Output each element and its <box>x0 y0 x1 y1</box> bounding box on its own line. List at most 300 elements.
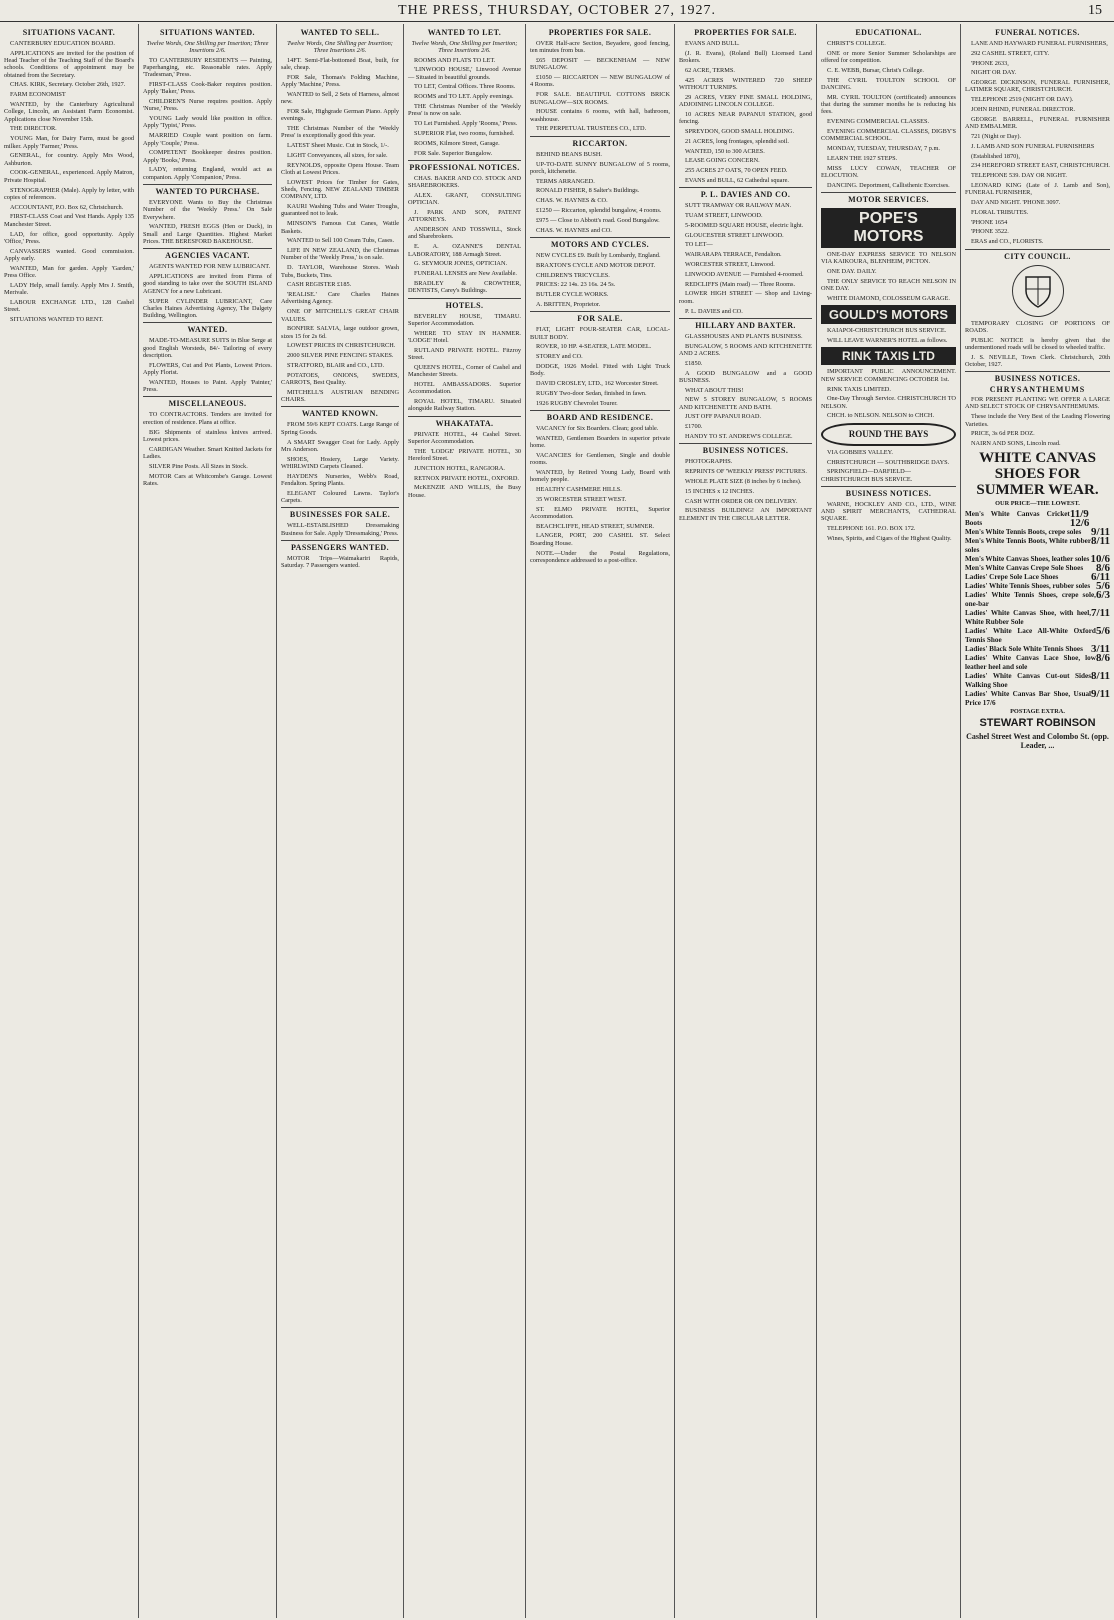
classified-ad: PUBLIC NOTICE is hereby given that the undermentioned roads will be closed to wheeled traffic. <box>965 336 1110 351</box>
classified-ad: J. S. NEVILLE, Town Clerk. Christchurch, 20th October, 1927. <box>965 353 1110 369</box>
classified-ad: THE DIRECTOR. <box>10 125 57 133</box>
classified-ad: HOUSE contains 6 rooms, with hall, bathroom, washhouse. <box>530 108 670 123</box>
section-heading: EDUCATIONAL. <box>855 28 922 37</box>
classified-ad: TO Let Furnished. Apply 'Rooms,' Press. <box>414 120 518 128</box>
classified-ad: MR. CYRIL TOULTON (certificated) announces that during the summer months he is reducing his fees. <box>821 93 956 116</box>
classified-ad: LEASE GOING CONCERN. <box>685 157 760 165</box>
classified-ad: COOK-GENERAL, experienced. Apply Matron, Private Hospital. <box>4 169 134 184</box>
classified-ad: KAIAPOI-CHRISTCHURCH BUS SERVICE. <box>827 327 947 335</box>
classified-ad: STENOGRAPHER (Male). Apply by letter, with copies of references. <box>4 186 134 201</box>
classified-ad: CHRISTCHURCH — SOUTHBRIDGE DAYS. <box>827 458 950 466</box>
classified-ad: SUPERIOR Flat, two rooms, furnished. <box>414 129 515 137</box>
classified-ad: ROYAL HOTEL, TIMARU. Situated alongside Railway Station. <box>408 397 521 413</box>
section-heading: HOTELS. <box>408 298 521 311</box>
classified-ad: ACCOUNTANT, P.O. Box 62, Christchurch. <box>10 203 124 211</box>
shoe-item: Men's White Canvas Crepe Sole Shoes <box>965 563 1084 572</box>
classified-ad: FOR Sale, Highgrade German Piano. Apply evenings. <box>281 107 399 123</box>
classified-ad: FIRST-CLASS Coat and Vest Hands. Apply 135 Manchester Street. <box>4 213 134 228</box>
shoe-price: 9/11 <box>1091 687 1110 700</box>
section-heading: FOR SALE. <box>530 311 670 324</box>
classified-ad: TELEPHONE 161. P.O. BOX 172. <box>827 525 916 533</box>
classified-ad: JUST OFF PAPANUI ROAD. <box>685 413 762 421</box>
classified-ad: ROOMS, Kilmore Street, Garage. <box>414 139 500 147</box>
classified-ad: WORCESTER STREET, Linwood. <box>685 261 775 269</box>
ads-list <box>281 57 399 404</box>
classified-ad: WANTED, Man for garden. Apply 'Garden,' Press Office. <box>4 264 134 280</box>
masthead-title: THE PRESS, THURSDAY, OCTOBER 27, 1927. <box>398 3 716 18</box>
classified-ad: MINSON'S Famous Cut Canes, Wattle Baskets. <box>281 220 399 235</box>
shoe-item: Ladies' Black Sole White Tennis Shoes <box>965 644 1083 653</box>
classified-ad: LAD, for office, good opportunity. Apply 'Office,' Press. <box>4 230 134 245</box>
classified-ad: 292 CASHEL STREET, CITY. <box>971 49 1050 57</box>
classified-ad: YOUNG Lady would like position in office. Apply 'Typist,' Press. <box>143 115 272 130</box>
ads-list <box>679 458 812 522</box>
classified-ad: CASH REGISTER £185. <box>287 281 352 289</box>
classified-ad: BUTLER CYCLE WORKS. <box>536 291 609 299</box>
shoe-item: Ladies' Crepe Sole Lace Shoes <box>965 572 1059 581</box>
classified-ad: FOR Sale. Superior Bungalow. <box>414 149 493 157</box>
classified-ad: FLOWERS, Cut and Pot Plants, Lowest Prices. Apply Florist. <box>143 361 272 377</box>
classified-ad: FOR Sale, Thomas's Folding Machine, Apply 'Machine,' Press. <box>281 73 399 88</box>
classified-ad: KAURI Washing Tubs and Water Troughs, guaranteed not to leak. <box>281 203 399 218</box>
column-2 <box>139 24 276 1618</box>
classified-ad: SITUATIONS WANTED TO RENT. <box>10 316 104 323</box>
classified-ad: A GOOD BUNGALOW and a GOOD BUSINESS. <box>679 369 812 384</box>
classified-ad: TEMPORARY CLOSING OF PORTIONS OF ROADS. <box>965 319 1110 334</box>
classified-ad: £65 DEPOSIT — BECKENHAM — NEW BUNGALOW. <box>530 57 670 72</box>
section-heading: BUSINESS NOTICES. <box>965 371 1110 384</box>
column-6 <box>675 24 816 1618</box>
ads-list <box>821 251 956 302</box>
classified-ad: DAY AND NIGHT. 'PHONE 3097. <box>971 199 1061 207</box>
classified-ad: LOWER HIGH STREET — Shop and Living-room. <box>679 290 812 305</box>
postage-note: POSTAGE EXTRA. <box>1010 707 1065 715</box>
section-heading: WANTED KNOWN. <box>281 406 399 419</box>
classified-ad: LINWOOD AVENUE — Furnished 4-roomed. <box>685 270 804 278</box>
ads-list <box>281 421 399 504</box>
classified-ad: LANGER, PORT, 200 CASHEL ST. Select Boarding House. <box>530 532 670 547</box>
section-heading: PASSENGERS WANTED. <box>281 540 399 553</box>
classified-ad: FARM ECONOMIST <box>10 91 66 99</box>
classified-ad: 'PHONE 3522. <box>971 228 1009 236</box>
store-address: Cashel Street West and Colombo St. (opp. Leader, ... <box>966 732 1109 751</box>
ads-list <box>530 425 670 564</box>
ads-list <box>821 501 956 542</box>
classified-ad: CANVASSERS wanted. Good commission. Apply early. <box>4 247 134 262</box>
classified-ad: Wines, Spirits, and Cigars of the Highest Quality. <box>827 535 952 543</box>
classified-ad: DAVID CROSLEY, LTD., 162 Worcester Street. <box>536 380 659 387</box>
classified-ad: MARRIED Couple want position on farm. Apply 'Couple,' Press. <box>143 132 272 147</box>
classified-ad: PRIVATE HOTEL, 44 Cashel Street. Superior Accommodation. <box>408 430 521 445</box>
column-1 <box>0 24 138 1618</box>
classified-ad: These include the Very Best of the Leading Flowering Varieties. <box>965 413 1110 428</box>
classified-ad: FUNERAL LENSES are New Available. <box>414 270 518 278</box>
rate-note: Twelve Words, One Shilling per Insertion; Three Insertions 2/6. <box>146 40 269 55</box>
ads-list <box>4 40 134 323</box>
classified-ad: ANDERSON AND TOSSWILL, Stock and Sharebrokers. <box>408 226 521 241</box>
classified-ad: LIFE IN NEW ZEALAND, the Christmas Number of the 'Weekly Press,' is on sale. <box>281 247 399 262</box>
ads-list <box>965 320 1110 369</box>
classified-ad: (J. R. Evans), (Roland Bull) Licensed Land Brokers. <box>679 49 812 65</box>
classified-ad: 14FT. Semi-Flat-bottomed Boat, built, for sale, cheap. <box>281 56 399 71</box>
shoe-item: Ladies' White Canvas Cut-out Sides Walking Shoe <box>965 671 1092 689</box>
column-3 <box>277 24 403 1618</box>
classified-ad: SHOES, Hosiery, Large Variety. WHIRLWIND Carpets Cleaned. <box>281 455 399 470</box>
classified-ad: £1850. <box>685 359 703 367</box>
classified-ad: £1050 — RICCARTON — NEW BUNGALOW of 4 Rooms. <box>530 74 670 89</box>
classified-ad: RONALD FISHER, 8 Salter's Buildings. <box>536 187 640 195</box>
shoe-price-row <box>965 651 1110 672</box>
classified-ad: THE PERPETUAL TRUSTEES CO., LTD. <box>536 125 647 133</box>
classified-ad: CHAS. BAKER AND CO. STOCK AND SHAREBROKERS. <box>408 174 521 190</box>
classified-ad: JOHN RHIND, FUNERAL DIRECTOR. <box>971 106 1076 114</box>
classified-ad: ONE or more Senior Summer Scholarships are offered for competition. <box>821 49 956 65</box>
classified-ad: UP-TO-DATE SUNNY BUNGALOW of 5 rooms, porch, kitchenette. <box>530 160 670 175</box>
classified-ad: EVENING COMMERCIAL CLASSES. <box>827 118 930 126</box>
classified-ad: C. E. WEBB, Bursar, Christ's College. <box>827 66 924 74</box>
classified-ad: McKENZIE AND WILLIS, the Busy House. <box>408 484 521 499</box>
ads-list <box>281 555 399 570</box>
classified-ad: WANTED, FRESH EGGS (Hen or Duck), in Small and Large Quantities. Highest Market Prices. THE BERESFORD BAKEHOUSE. <box>143 223 272 246</box>
shoe-price: 5/6 <box>1095 579 1110 592</box>
classified-ad: BONFIRE SALVIA, large outdoor grown, sizes 15 for 2s 6d. <box>281 325 399 340</box>
classified-ad: CHAS. KIRK, Secretary. October 26th, 1927. <box>10 81 126 89</box>
ads-list <box>965 40 1110 246</box>
classified-ad: GEORGE BARRELL, FUNERAL FURNISHER AND EMBALMER. <box>965 115 1110 131</box>
ads-list <box>408 175 521 295</box>
column-5 <box>526 24 674 1618</box>
ads-list <box>143 411 272 487</box>
page-number: 15 <box>1088 3 1102 18</box>
column-7 <box>817 24 960 1618</box>
section-heading: PROFESSIONAL NOTICES. <box>408 160 521 173</box>
classified-ad: MONDAY, TUESDAY, THURSDAY, 7 p.m. <box>827 145 940 153</box>
shoe-item: Men's White Tennis Boots, White rubber soles <box>965 536 1092 554</box>
classified-ad: CHILDREN'S TRICYCLES. <box>536 271 610 279</box>
classified-ad: THE ONLY SERVICE TO REACH NELSON IN ONE DAY. <box>821 277 956 293</box>
classified-ad: P. L. DAVIES and CO. <box>685 307 743 315</box>
shoe-item: Ladies' White Tennis Shoes, crepe sole, one-bar <box>965 590 1096 608</box>
ads-list <box>821 449 956 483</box>
classified-ad: CHILDREN'S Nurse requires position. Apply 'Nurse,' Press. <box>143 98 272 113</box>
classified-ad: TO CANTERBURY RESIDENTS — Painting, Paperhanging, etc. Reasonable rates. Apply 'Tradesman,' Press. <box>143 56 272 79</box>
classified-ad: DANCING. Deportment, Callisthenic Exercises. <box>827 181 950 189</box>
classified-ad: (Established 1870), <box>971 152 1020 160</box>
classified-ad: QUEEN'S HOTEL, Corner of Cashel and Manchester Streets. <box>408 363 521 379</box>
classified-ad: FROM 59/6 KEPT COATS. Large Range of Spring Goods. <box>281 421 399 436</box>
classified-ad: J. LAMB AND SON FUNERAL FURNISHERS <box>971 142 1095 150</box>
coat-of-arms-icon <box>1018 271 1058 311</box>
ads-list <box>530 151 670 234</box>
classified-ad: BEACHCLIFFE, HEAD STREET, SUMNER. <box>536 522 655 530</box>
classified-ad: 5-ROOMED SQUARE HOUSE, electric light. <box>685 221 804 229</box>
classified-ad: PHOTOGRAPHS. <box>685 458 733 466</box>
classified-ad: THE Christmas Number of the 'Weekly Press' is now on sale. <box>408 103 521 118</box>
section-heading: RICCARTON. <box>530 136 670 149</box>
classified-ad: 425 ACRES WINTERED 720 SHEEP WITHOUT TURNIPS. <box>679 76 812 91</box>
stewart-robinson-title: STEWART ROBINSON <box>979 717 1096 730</box>
section-heading: HILLARY AND BAXTER. <box>679 318 812 331</box>
classified-ad: LANE AND HAYWARD FUNERAL FURNISHERS, <box>971 40 1108 47</box>
classified-ad: 'PHONE 2633, <box>971 59 1009 67</box>
column-4 <box>404 24 525 1618</box>
section-heading: WANTED TO PURCHASE. <box>143 184 272 197</box>
classified-ad: CHRIST'S COLLEGE. <box>827 40 886 47</box>
classified-ad: ONE OF MITCHELL'S GREAT CHAIR VALUES. <box>281 308 399 323</box>
classified-ad: TO LET, Central Offices. Three Rooms. <box>414 83 516 91</box>
price-slogan: OUR PRICE—THE LOWEST. <box>995 499 1080 507</box>
shoe-item: Ladies' White Lace All-White Oxford Tennis Shoe <box>965 626 1096 644</box>
classified-ad: BUSINESS BUILDING! AN IMPORTANT ELEMENT IN THE CIRCULAR LETTER. <box>679 507 812 522</box>
shoe-price-list <box>965 507 1110 708</box>
classified-ad: HOTEL AMBASSADORS. Superior Accommodation. <box>408 380 521 396</box>
section-heading: PROPERTIES FOR SALE. <box>548 28 652 37</box>
classified-ad: EVERYONE Wants to Buy the Christmas Number of the 'Weekly Press.' On Sale Everywhere. <box>143 199 272 221</box>
goulds-motors-banner: GOULD'S MOTORS <box>821 305 956 324</box>
classified-ad: WHITE DIAMOND, COLOSSEUM GARAGE. <box>827 295 950 303</box>
classified-ad: BRAXTON'S CYCLE AND MOTOR DEPOT. <box>536 261 656 269</box>
section-heading: SITUATIONS VACANT. <box>22 28 116 37</box>
section-heading: AGENCIES VACANT. <box>143 248 272 261</box>
classified-ad: AGENTS WANTED FOR NEW LUBRICANT. <box>149 263 271 271</box>
ads-list <box>143 337 272 393</box>
shoe-item: Men's White Canvas Cricket Boots <box>965 509 1070 527</box>
classified-ad: REPRINTS OF 'WEEKLY PRESS' PICTURES. <box>685 468 807 476</box>
ads-list <box>965 396 1110 447</box>
classified-ad: BEHIND BEANS BUSH. <box>536 150 602 158</box>
section-heading: SITUATIONS WANTED. <box>160 28 255 37</box>
classified-ad: WANTED to Sell, 2 Sets of Harness, almost new. <box>281 90 399 106</box>
classified-ad: ROVER, 10 HP. 4-SEATER, LATE MODEL. <box>536 343 652 351</box>
classified-ad: 15 INCHES x 12 INCHES. <box>685 487 755 495</box>
classified-ad: CANTERBURY EDUCATION BOARD. <box>10 40 115 47</box>
classified-ad: NOTE.—Under the Postal Regulations, correspondence addressed to a post-office. <box>530 549 670 564</box>
classified-ad: PRICE, 3s 6d PER DOZ. <box>971 430 1035 438</box>
classified-ad: TERMS ARRANGED. <box>536 177 595 185</box>
classified-ad: LOWEST Prices for Timber for Gates, Sheds, Fencing. NEW ZEALAND TIMBER COMPANY, LTD. <box>281 178 399 201</box>
classified-ad: BUNGALOW, 5 ROOMS AND KITCHENETTE AND 2 ACRES. <box>679 342 812 357</box>
section-heading: BUSINESS NOTICES. <box>821 486 956 499</box>
shoe-price: 3/11 <box>1091 642 1110 655</box>
classified-ad: VIA GOBBIES VALLEY. <box>827 448 893 456</box>
classified-ad: LOWEST PRICES IN CHRISTCHURCH. <box>287 342 396 350</box>
section-heading: WANTED TO SELL. <box>300 28 380 37</box>
classified-ad: CASH WITH ORDER OR ON DELIVERY. <box>685 497 798 505</box>
ads-list <box>408 57 521 157</box>
section-heading: BUSINESS NOTICES. <box>679 443 812 456</box>
shoe-price: 8/6 <box>1095 561 1110 574</box>
classified-ad: LEONARD KING (Late of J. Lamb and Son), FUNERAL FURNISHER, <box>965 181 1110 197</box>
shoe-price: 6/11 <box>1091 570 1110 583</box>
classified-ad: FOR SALE. BEAUTIFUL COTTONS BRICK BUNGALOW—SIX ROOMS. <box>530 91 670 106</box>
ads-list <box>821 368 956 419</box>
classified-ad: ROOMS AND FLATS TO LET. <box>414 56 496 64</box>
classified-ad: LEARN THE 1927 STEPS. <box>827 154 898 162</box>
classified-ad: STRATFORD, BLAIR and CO., LTD. <box>287 361 385 369</box>
classified-ad: MADE-TO-MEASURE SUITS in Blue Serge at good English Worsteds, 84/- Tailoring of every description. <box>143 337 272 359</box>
shoe-price-row <box>965 624 1110 645</box>
classified-ad: 62 ACRE, TERMS. <box>685 66 735 74</box>
shoe-item: Men's White Tennis Boots, crepe soles <box>965 527 1082 536</box>
classified-ad: HAYDEN'S Nurseries, Webb's Road, Fendalton. Spring Plants. <box>281 472 399 488</box>
shoe-price-row <box>965 570 1110 583</box>
classified-ad: GEORGE DICKINSON, FUNERAL FURNISHER, LATIMER SQUARE, CHRISTCHURCH. <box>965 79 1110 94</box>
classified-ad: 255 ACRES 27 OATS, 70 OPEN FEED. <box>685 167 788 175</box>
classified-ad: REYNOLDS, opposite Opera House. Team Cloth at Lowest Prices. <box>281 161 399 176</box>
classified-ad: TUAM STREET, LINWOOD. <box>685 212 763 220</box>
classified-ad: MISS LUCY COWAN, TEACHER OF ELOCUTION. <box>821 164 956 179</box>
classified-ad: WANTED, by the Canterbury Agricultural College, Lincoln, an Assistant Farm Economist. Applications close November 15th. <box>4 101 134 123</box>
ads-list <box>679 333 812 441</box>
classified-ad: RUTLAND PRIVATE HOTEL. Fitzroy Street. <box>408 346 521 361</box>
classified-ad: NAIRN AND SONS, Lincoln road. <box>971 440 1061 448</box>
shoe-price: 9/11 <box>1091 525 1110 538</box>
classified-ad: ONE DAY. DAILY. <box>827 268 877 276</box>
classified-ad: THE CYRIL TOULTON SCHOOL OF DANCING. <box>821 76 956 91</box>
ads-list <box>821 327 956 344</box>
shoe-price: 8/6 <box>1095 651 1110 664</box>
classified-ad: TO LET— <box>685 241 713 249</box>
classified-ad: 1926 RUGBY Chevrolet Tourer. <box>536 399 618 407</box>
classified-ad: ST. ELMO PRIVATE HOTEL, Superior Accommodation. <box>530 505 670 520</box>
classified-ad: WANTED to Sell 100 Cream Tubs, Cases. <box>287 237 395 245</box>
classified-ad: ALEX. GRANT, CONSULTING OPTICIAN. <box>408 191 521 207</box>
classified-ad: COMPETENT Bookkeeper desires position. Apply 'Books,' Press. <box>143 149 272 164</box>
ads-list <box>408 313 521 413</box>
classified-ad: TELEPHONE 2519 (NIGHT OR DAY). <box>971 96 1074 104</box>
classified-ad: THE Christmas Number of the 'Weekly Press' is exceptionally good this year. <box>281 124 399 140</box>
classified-ad: SPRINGFIELD—DARFIELD—CHRISTCHURCH BUS SERVICE. <box>821 468 913 483</box>
classified-ad: SPREYDON, GOOD SMALL HOLDING. <box>685 127 795 135</box>
shoe-price: 8/11 <box>1091 534 1110 547</box>
shoe-item: Ladies' White Canvas Lace Shoe, low leather heel and sole <box>965 653 1096 671</box>
classified-ad: 234 HEREFORD STREET EAST, CHRISTCHURCH. <box>971 162 1111 170</box>
ads-list <box>530 252 670 308</box>
classified-ad: GENERAL, for country. Apply Mrs Wood, Ashburton. <box>4 152 134 167</box>
classified-ad: £975 — Close to Abbott's road. Good Bungalow. <box>536 216 660 224</box>
classified-ad: TELEPHONE 539. DAY OR NIGHT. <box>971 172 1067 180</box>
section-heading: FUNERAL NOTICES. <box>995 28 1080 37</box>
shoe-price-row <box>965 552 1110 565</box>
classified-ad: FIRST-CLASS Cook-Baker requires position. Apply 'Baker,' Press. <box>143 80 272 96</box>
classified-ad: YOUNG Man, for Dairy Farm, must be good milker. Apply 'Farmer,' Press. <box>4 135 134 150</box>
chrysanthemums-title: CHRYSANTHEMUMS <box>989 385 1086 395</box>
classified-ad: ROOMS and TO LET. Apply evenings. <box>414 93 514 101</box>
classified-ad: 29 ACRES, VERY FINE SMALL HOLDING, ADJOINING LINCOLN COLLEGE. <box>679 93 812 109</box>
classified-ad: FLORAL TRIBUTES. <box>971 208 1029 216</box>
classified-ad: 721 (Night or Day). <box>971 132 1022 140</box>
classified-ad: CHAS. W. HAYNES & CO. <box>536 197 608 205</box>
shoe-price: 6/3 <box>1095 588 1110 601</box>
classified-ad: BRADLEY & CROWTHER, DENTISTS, Carey's Buildings. <box>408 279 521 295</box>
masthead <box>0 0 1114 22</box>
classified-ad: NIGHT OR DAY. <box>971 69 1017 77</box>
classified-ad: THE 'LODGE' PRIVATE HOTEL, 30 Hereford Street. <box>408 447 521 462</box>
classified-ad: GLOUCESTER STREET LINWOOD. <box>685 231 784 239</box>
classified-ad: FIAT, LIGHT FOUR-SEATER CAR, LOCAL-BUILT BODY. <box>530 326 670 341</box>
shoe-item: Men's White Canvas Shoes, leather soles <box>965 554 1090 563</box>
shoe-price: 8/11 <box>1091 669 1110 682</box>
classified-ad: VACANCIES for Gentlemen, Single and double rooms. <box>530 451 670 467</box>
classified-ad: APPLICATIONS are invited from Firms of good standing to take over the SOUTH ISLAND AGENCY for a new Lubricant. <box>143 273 272 295</box>
white-canvas-shoes-title: WHITE CANVAS SHOES FOR SUMMER WEAR. <box>976 449 1099 498</box>
classified-ad: WILL LEAVE WARNER'S HOTEL as follows. <box>827 337 948 345</box>
classified-ad: BIG Shipments of stainless knives arrived. Lowest prices. <box>143 428 272 443</box>
classified-ad: ELEGANT Coloured Lawns. Taylor's Carpets. <box>281 489 399 505</box>
shoe-price-row <box>965 525 1110 538</box>
shoe-item: Ladies' White Canvas Bar Shoe, Usual Price 17/6 <box>965 689 1092 707</box>
classified-ad: RETNOX PRIVATE HOTEL, OXFORD. <box>414 474 520 482</box>
ads-list <box>530 326 670 407</box>
classified-ad: SUPER CYLINDER LUBRICANT, Care Charles Haines Advertising Agency, The Dalgety Building, Wellington. <box>143 297 272 320</box>
ads-list <box>143 57 272 181</box>
section-heading: BOARD AND RESIDENCE. <box>530 410 670 423</box>
ads-list <box>281 522 399 537</box>
classified-ad: NEW 5 STOREY BUNGALOW, 5 ROOMS AND KITCHENETTE AND BATH. <box>679 396 812 411</box>
classified-ad: E. A. OZANNE'S DENTAL LABORATORY, 188 Armagh Street. <box>408 243 521 258</box>
classified-ad: MITCHELL'S AUSTRIAN BENDING CHAIRS. <box>281 388 399 404</box>
classified-ad: WANTED, Gentlemen Boarders in superior private home. <box>530 434 670 449</box>
classified-ad: DODGE, 1926 Model. Fitted with Light Truck Body. <box>530 362 670 378</box>
classified-ad: 2000 SILVER PINE FENCING STAKES. <box>287 352 394 360</box>
column-8 <box>961 24 1114 1618</box>
classified-ad: MOTOR Cars at Whitcombe's Garage. Lowest Rates. <box>143 472 272 487</box>
ads-list <box>143 199 272 245</box>
shoe-price-row <box>965 507 1110 529</box>
classified-ad: LADY Help, small family. Apply Mrs J. Smith, Merivale. <box>4 281 134 297</box>
classified-ad: CARDIGAN Weather. Smart Knitted Jackets for Ladies. <box>143 445 272 460</box>
shoe-price: 11/9 12/6 <box>1069 507 1090 529</box>
section-heading: WANTED TO LET. <box>427 28 502 37</box>
classified-ad: WAIRARAPA TERRACE, Fendalton. <box>685 251 782 259</box>
shoe-item: Ladies' White Canvas Shoe, with heel, White Rubber Sole <box>965 608 1092 626</box>
classified-ad: HANDY TO ST. ANDREW'S COLLEGE. <box>685 433 793 441</box>
classified-ad: SUTT TRAMWAY OR RAILWAY MAN. <box>685 202 792 210</box>
section-heading: MISCELLANEOUS. <box>143 396 272 409</box>
ads-list <box>408 431 521 499</box>
popes-motors-banner: POPE'S MOTORS <box>821 208 956 248</box>
ads-list <box>821 40 956 189</box>
classified-ad: EVANS and BULL, 62 Cathedral square. <box>685 176 789 184</box>
classified-ad: OVER Half-acre Section, Beyadere, good fencing, ten minutes from bus. <box>530 40 670 55</box>
classified-ad: ERAS and CO., FLORISTS. <box>971 238 1044 246</box>
classified-ad: POTATOES, ONIONS, SWEDES, CARROTS, Best Quality. <box>281 371 399 387</box>
classified-ad: WANTED, Houses to Paint. Apply 'Painter,' Press. <box>143 378 272 394</box>
classified-ad: APPLICATIONS are invited for the position of Head Teacher of the Teaching Staff of the Board's schools. Conditions of appointment may be obtained from the Secretary. <box>4 49 134 79</box>
classified-ad: 'LINWOOD HOUSE,' Linwood Avenue — Situated in beautiful grounds. <box>408 66 521 81</box>
classified-ad: TO CONTRACTORS. Tenders are invited for erection of residence. Plans at office. <box>143 411 272 426</box>
shoe-price: 10/6 <box>1090 552 1110 565</box>
classified-ad: EVANS AND BULL. <box>685 40 740 47</box>
classified-ad: REDCLIFFS (Main road) — Three Rooms. <box>685 280 796 288</box>
shoe-price: 7/11 <box>1091 606 1110 619</box>
classified-ad: J. PARK AND SON, PATENT ATTORNEYS. <box>408 209 521 224</box>
classified-ad: PRICES: 22 14s. 23 16s. 24 5s. <box>536 281 616 289</box>
classified-ad: MOTOR Trips—Waimakariri Rapids, Saturday. 7 Passengers wanted. <box>281 555 399 570</box>
shoe-price-row <box>965 642 1110 655</box>
section-heading: CITY COUNCIL. <box>965 249 1110 262</box>
classified-ad: EVENING COMMERCIAL CLASSES, DIGBY'S COMMERCIAL SCHOOL. <box>821 127 956 143</box>
ads-list <box>143 263 272 319</box>
shoe-item: Ladies' White Tennis Shoes, rubber soles <box>965 581 1091 590</box>
shoe-price-row <box>965 561 1110 574</box>
classified-ad: LATEST Sheet Music. Cut in Stock, 1/-. <box>287 142 389 150</box>
classified-ad: 21 ACRES, long frontages, splendid soil. <box>685 137 789 145</box>
classified-ad: WELL-ESTABLISHED Dressmaking Business for Sale. Apply 'Dressmaking,' Press. <box>281 522 399 537</box>
classified-ad: A. BRITTEN, Proprietor. <box>536 300 601 308</box>
classified-ad: ONE-DAY EXPRESS SERVICE TO NELSON VIA KAIKOURA, BLENHEIM, PICTON. <box>821 251 956 266</box>
classified-ad: BEVERLEY HOUSE, TIMARU. Superior Accommodation. <box>408 312 521 327</box>
